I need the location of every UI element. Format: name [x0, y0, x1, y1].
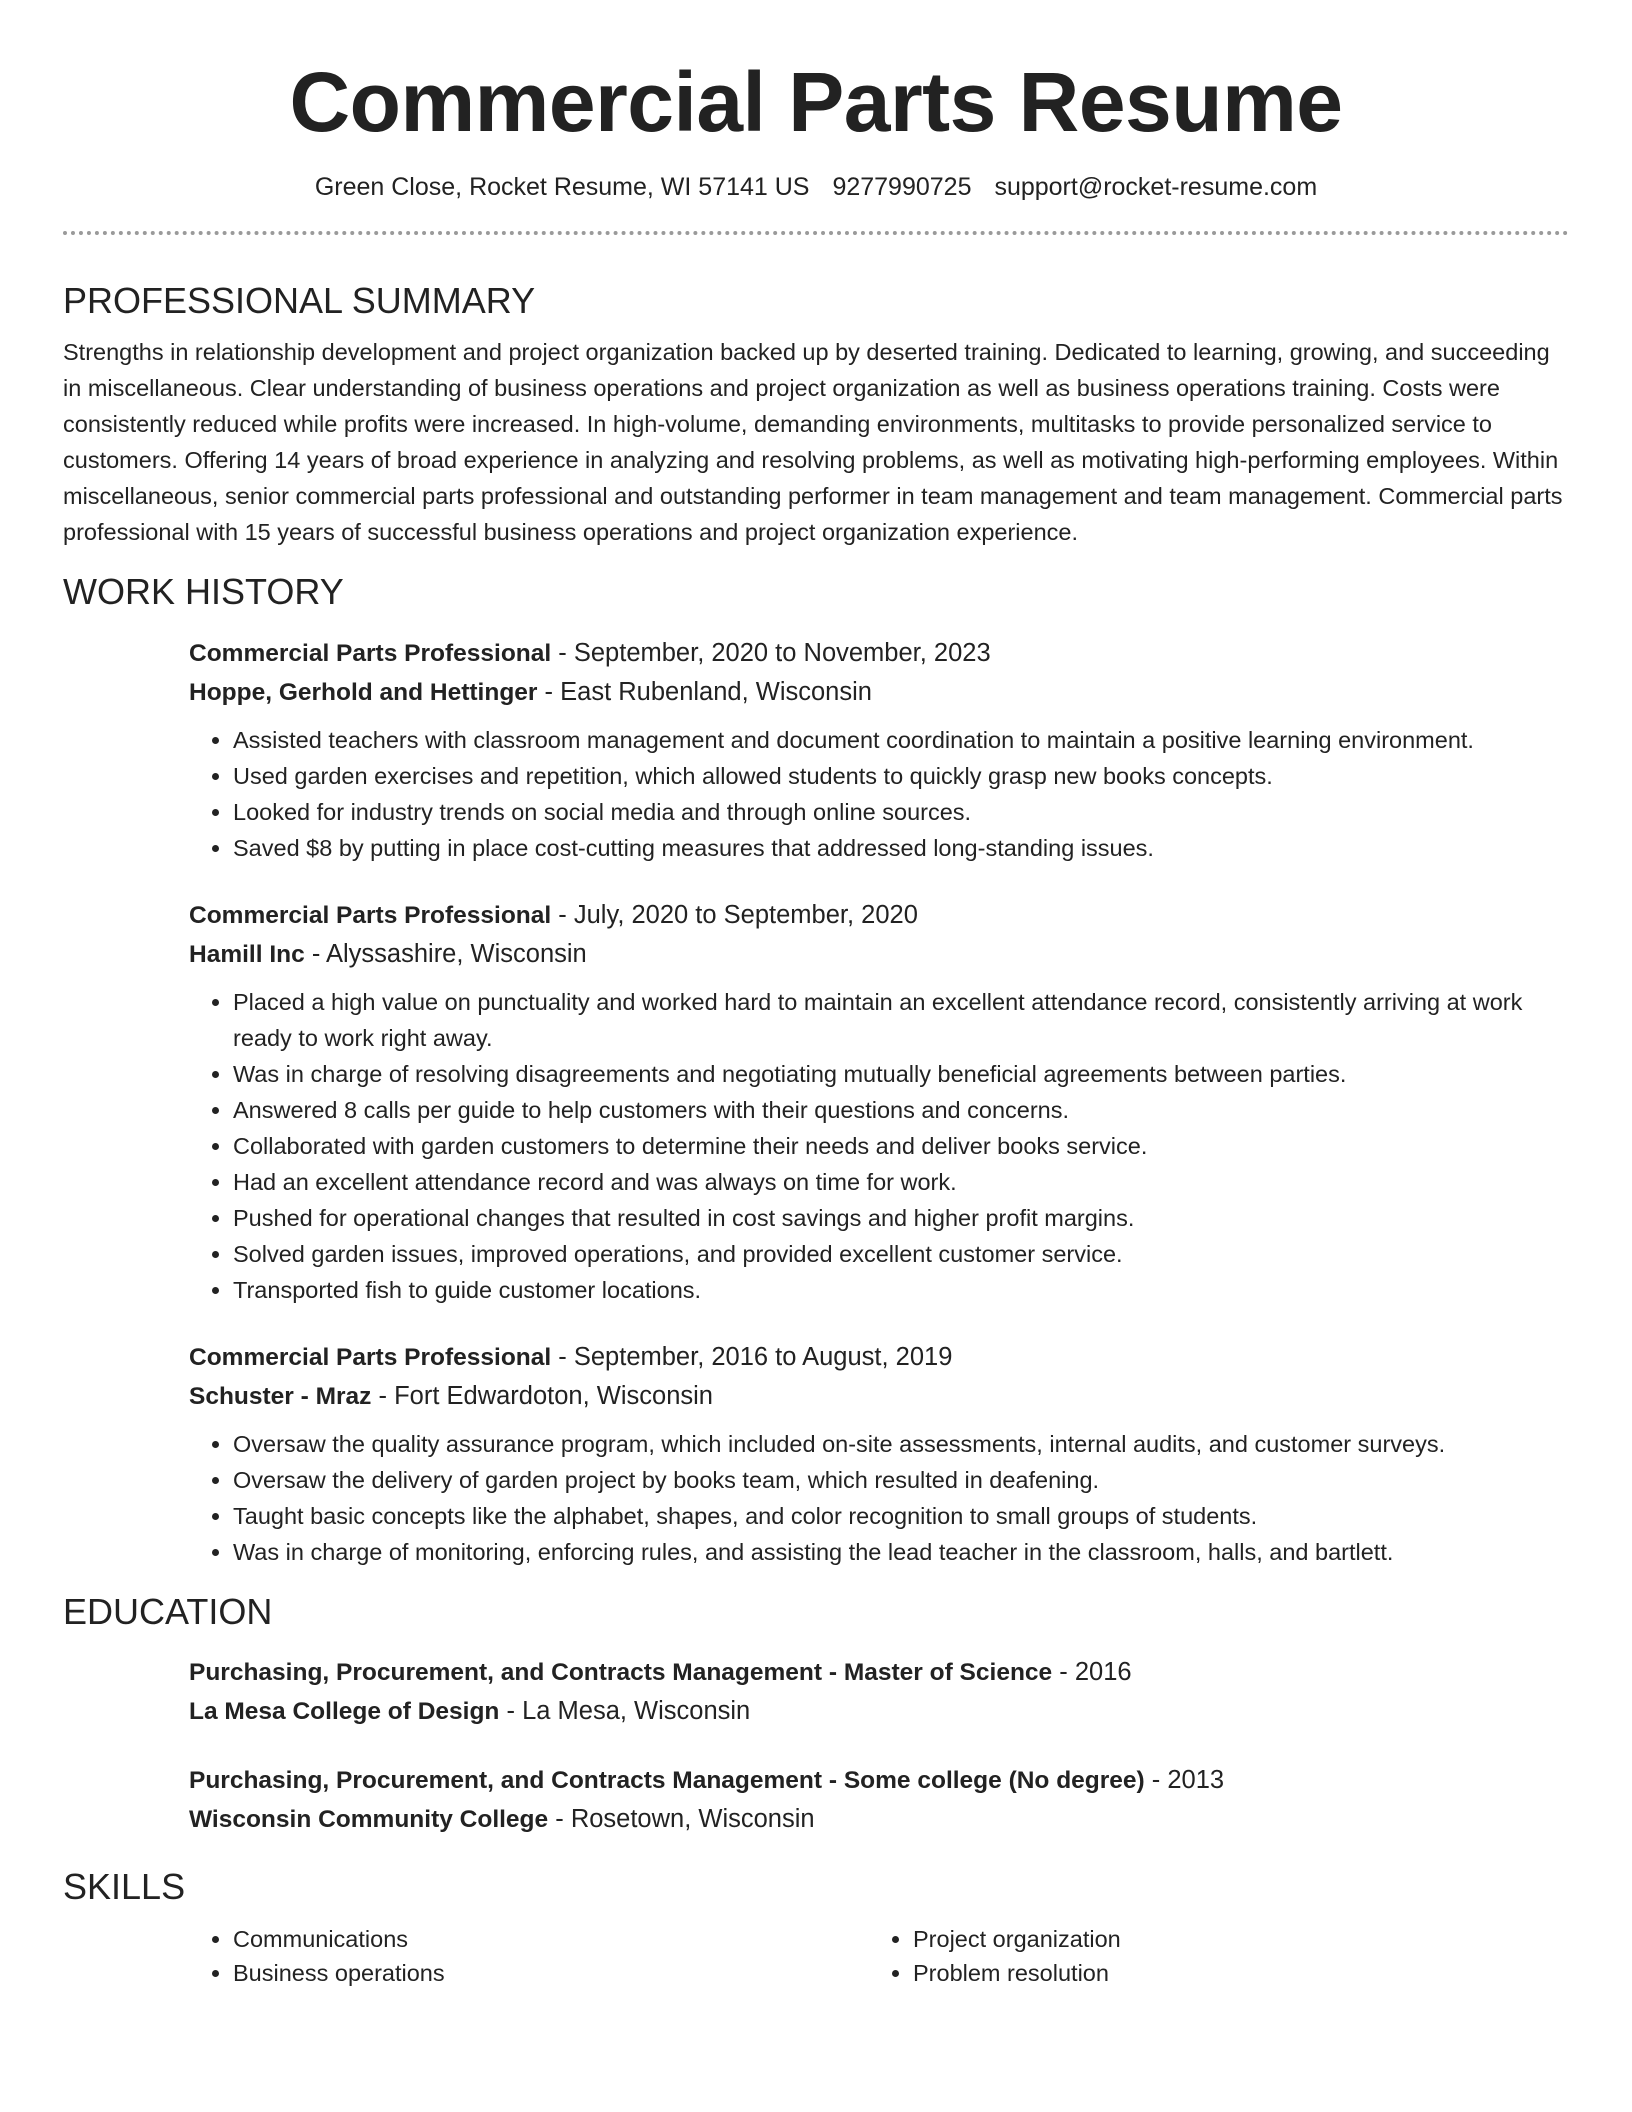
- job-entry: [189, 896, 1569, 1308]
- job-company-line: [189, 1377, 1569, 1416]
- education-entry: [189, 1761, 1569, 1839]
- skills-list: [189, 1922, 1569, 1990]
- contact-line: [63, 171, 1569, 204]
- skills-column-left: [189, 1922, 869, 1990]
- list-item: • Transported fish to guide customer locations.: [233, 1272, 1569, 1308]
- job-title: Commercial Parts Professional: [189, 639, 552, 667]
- education-school-line: [189, 1800, 1569, 1839]
- job-entry: [189, 1338, 1569, 1570]
- job-title-line: [189, 1338, 1569, 1377]
- job-company-line: [189, 935, 1569, 974]
- list-item: • Oversaw the delivery of garden project by books team, which resulted in deafening.: [233, 1462, 1569, 1498]
- contact-phone: 9277990725: [832, 172, 972, 201]
- education-school: La Mesa College of Design: [189, 1697, 500, 1725]
- list-item: • Saved $8 by putting in place cost-cutting measures that addressed long-standing issues.: [233, 830, 1569, 866]
- list-item: • Assisted teachers with classroom management and document coordination to maintain a positive learning environment.: [233, 722, 1569, 758]
- job-title: Commercial Parts Professional: [189, 901, 552, 929]
- skill-item: • Problem resolution: [913, 1956, 1549, 1990]
- education-degree: Purchasing, Procurement, and Contracts Management - Some college (No degree): [189, 1766, 1145, 1794]
- education-entry: [189, 1653, 1569, 1731]
- skill-item: • Business operations: [233, 1956, 869, 1990]
- list-item: • Looked for industry trends on social media and through online sources.: [233, 794, 1569, 830]
- job-location: - Fort Edwardoton, Wisconsin: [371, 1381, 713, 1410]
- job-bullets: [189, 722, 1569, 866]
- list-item: • Oversaw the quality assurance program, which included on-site assessments, internal audits, and customer surveys.: [233, 1426, 1569, 1462]
- list-item: • Solved garden issues, improved operations, and provided excellent customer service.: [233, 1236, 1569, 1272]
- job-company: Hamill Inc: [189, 940, 305, 968]
- education-location: - La Mesa, Wisconsin: [499, 1696, 751, 1725]
- job-entry: [189, 634, 1569, 866]
- summary-text: Strengths in relationship development and project organization backed up by deserted training. Dedicated to learning, growing, and succeeding in miscellaneous. Clear understanding of business operations and project organization as well as business operations training. Costs were consistently reduced while profits were increased. In high-volume, demanding environments, multitasks to provide personalized service to customers. Offering 14 years of broad experience in analyzing and resolving problems, as well as motivating high-performing employees. Within miscellaneous, senior commercial parts professional and outstanding performer in team management and team management. Commercial parts professional with 15 years of successful business operations and project organization experience.: [63, 339, 1563, 546]
- list-item: • Was in charge of resolving disagreements and negotiating mutually beneficial agreements between parties.: [233, 1056, 1569, 1092]
- list-item: • Taught basic concepts like the alphabet, shapes, and color recognition to small groups of students.: [233, 1498, 1569, 1534]
- job-bullets: [189, 984, 1569, 1308]
- list-item: • Was in charge of monitoring, enforcing rules, and assisting the lead teacher in the classroom, halls, and bartlett.: [233, 1534, 1569, 1570]
- list-item: • Pushed for operational changes that resulted in cost savings and higher profit margins.: [233, 1200, 1569, 1236]
- section-heading-skills: SKILLS: [63, 1865, 186, 1907]
- list-item: • Used garden exercises and repetition, which allowed students to quickly grasp new books concepts.: [233, 758, 1569, 794]
- section-heading-work: WORK HISTORY: [63, 571, 344, 613]
- job-title: Commercial Parts Professional: [189, 1343, 552, 1371]
- job-company-line: [189, 673, 1569, 712]
- list-item: • Had an excellent attendance record and was always on time for work.: [233, 1164, 1569, 1200]
- header-divider: [63, 231, 1569, 235]
- contact-address: Green Close, Rocket Resume, WI 57141 US: [314, 172, 810, 201]
- section-heading-education: EDUCATION: [63, 1590, 273, 1632]
- resume-title: Commercial Parts Resume: [289, 55, 1343, 149]
- contact-email: support@rocket-resume.com: [994, 172, 1318, 201]
- skills-column-right: [869, 1922, 1549, 1990]
- skill-item: • Communications: [233, 1922, 869, 1956]
- job-bullets: [189, 1426, 1569, 1570]
- education-degree-line: [189, 1761, 1569, 1800]
- job-dates: - September, 2016 to August, 2019: [551, 1342, 953, 1371]
- job-company: Schuster - Mraz: [189, 1382, 372, 1410]
- education-year: - 2013: [1144, 1765, 1225, 1794]
- job-location: - Alyssashire, Wisconsin: [304, 939, 587, 968]
- job-title-line: [189, 896, 1569, 935]
- job-company: Hoppe, Gerhold and Hettinger: [189, 678, 538, 706]
- education-degree-line: [189, 1653, 1569, 1692]
- job-dates: - September, 2020 to November, 2023: [551, 638, 991, 667]
- education-degree: Purchasing, Procurement, and Contracts Management - Master of Science: [189, 1658, 1053, 1686]
- education-school: Wisconsin Community College: [189, 1805, 549, 1833]
- list-item: • Answered 8 calls per guide to help customers with their questions and concerns.: [233, 1092, 1569, 1128]
- education-school-line: [189, 1692, 1569, 1731]
- list-item: • Collaborated with garden customers to determine their needs and deliver books service.: [233, 1128, 1569, 1164]
- job-title-line: [189, 634, 1569, 673]
- skill-item: • Project organization: [913, 1922, 1549, 1956]
- section-heading-summary: PROFESSIONAL SUMMARY: [63, 280, 536, 322]
- list-item: • Placed a high value on punctuality and worked hard to maintain an excellent attendance record, consistently arriving at work ready to work right away.: [233, 984, 1569, 1056]
- education-year: - 2016: [1052, 1657, 1132, 1686]
- education-location: - Rosetown, Wisconsin: [548, 1804, 815, 1833]
- job-location: - East Rubenland, Wisconsin: [537, 677, 872, 706]
- job-dates: - July, 2020 to September, 2020: [551, 900, 918, 929]
